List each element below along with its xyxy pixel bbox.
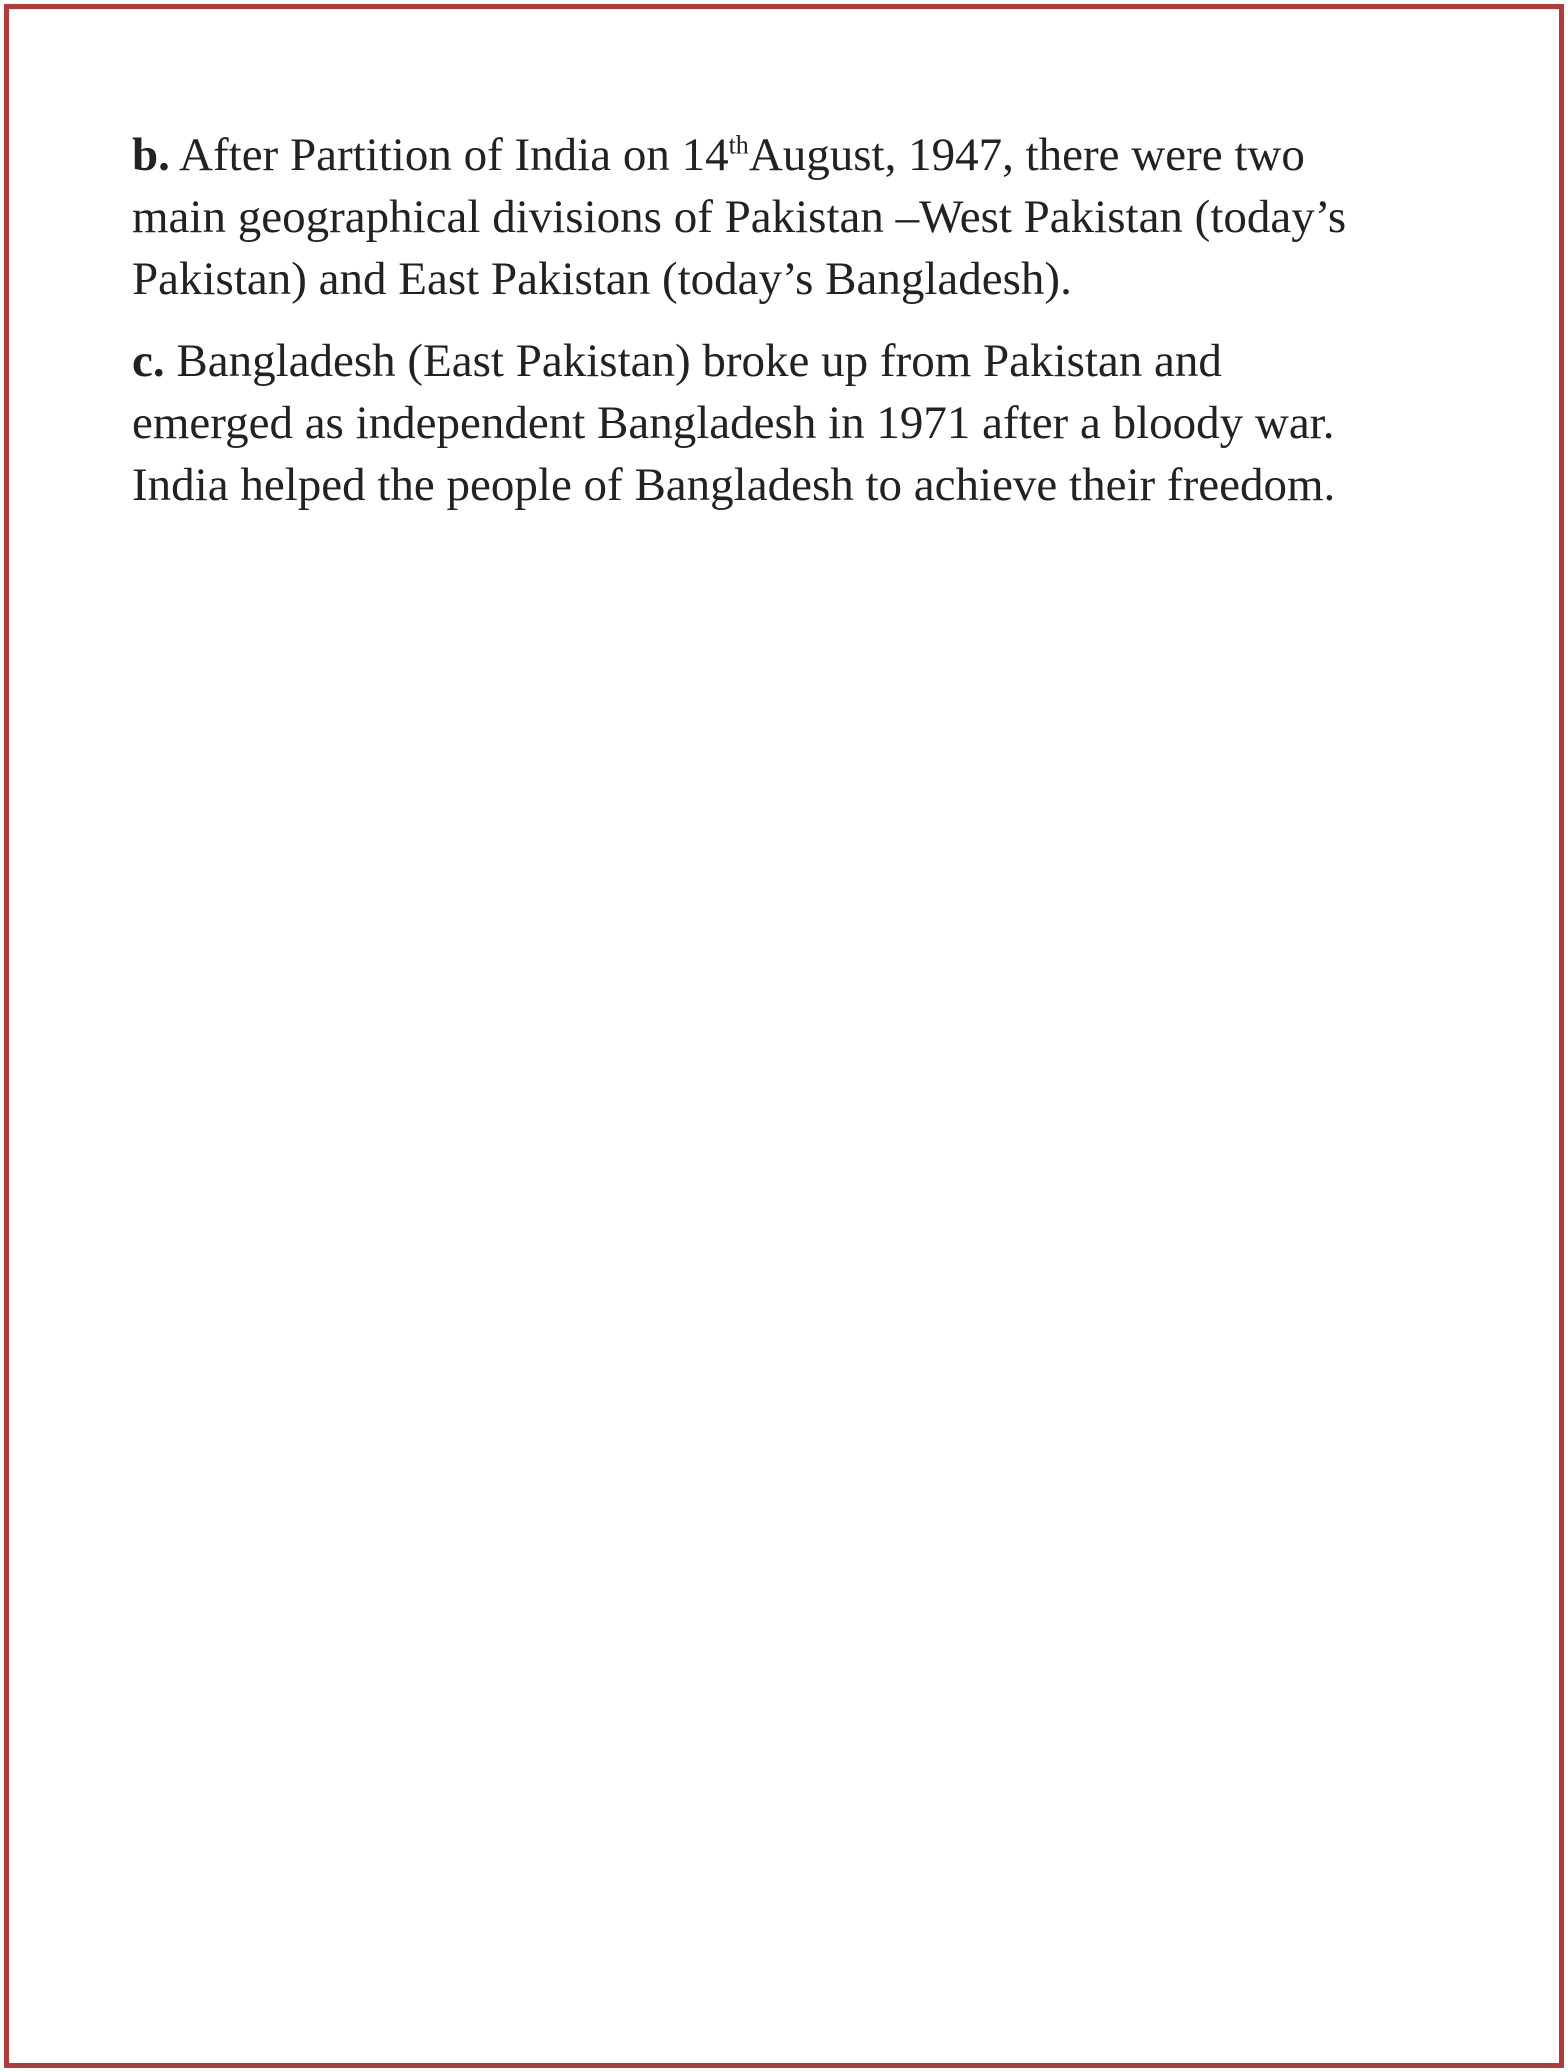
paragraph-b-line-3: Pakistan) and East Pakistan (today’s Bangladesh).: [132, 253, 1072, 305]
paragraph-c: [132, 330, 1472, 516]
document-body: [132, 124, 1472, 536]
paragraph-b-label: b.: [132, 129, 170, 181]
paragraph-c-text-1: Bangladesh (East Pakistan) broke up from Pakistan and: [164, 335, 1222, 387]
paragraph-b: [132, 124, 1472, 310]
paragraph-b-line-2: main geographical divisions of Pakistan –West Pakistan (today’s: [132, 191, 1347, 243]
paragraph-c-line-3: India helped the people of Bangladesh to achieve their freedom.: [132, 459, 1336, 511]
paragraph-b-text-1a: After Partition of India on 14: [169, 129, 729, 181]
paragraph-c-line-2: emerged as independent Bangladesh in 1971 after a bloody war.: [132, 397, 1335, 449]
paragraph-c-label: c.: [132, 335, 165, 387]
paragraph-c-line-1: [132, 330, 1472, 392]
paragraph-b-line-1: [132, 124, 1472, 186]
ordinal-suffix: th: [728, 130, 749, 160]
paragraph-b-text-1b: August, 1947, there were two: [748, 129, 1305, 181]
